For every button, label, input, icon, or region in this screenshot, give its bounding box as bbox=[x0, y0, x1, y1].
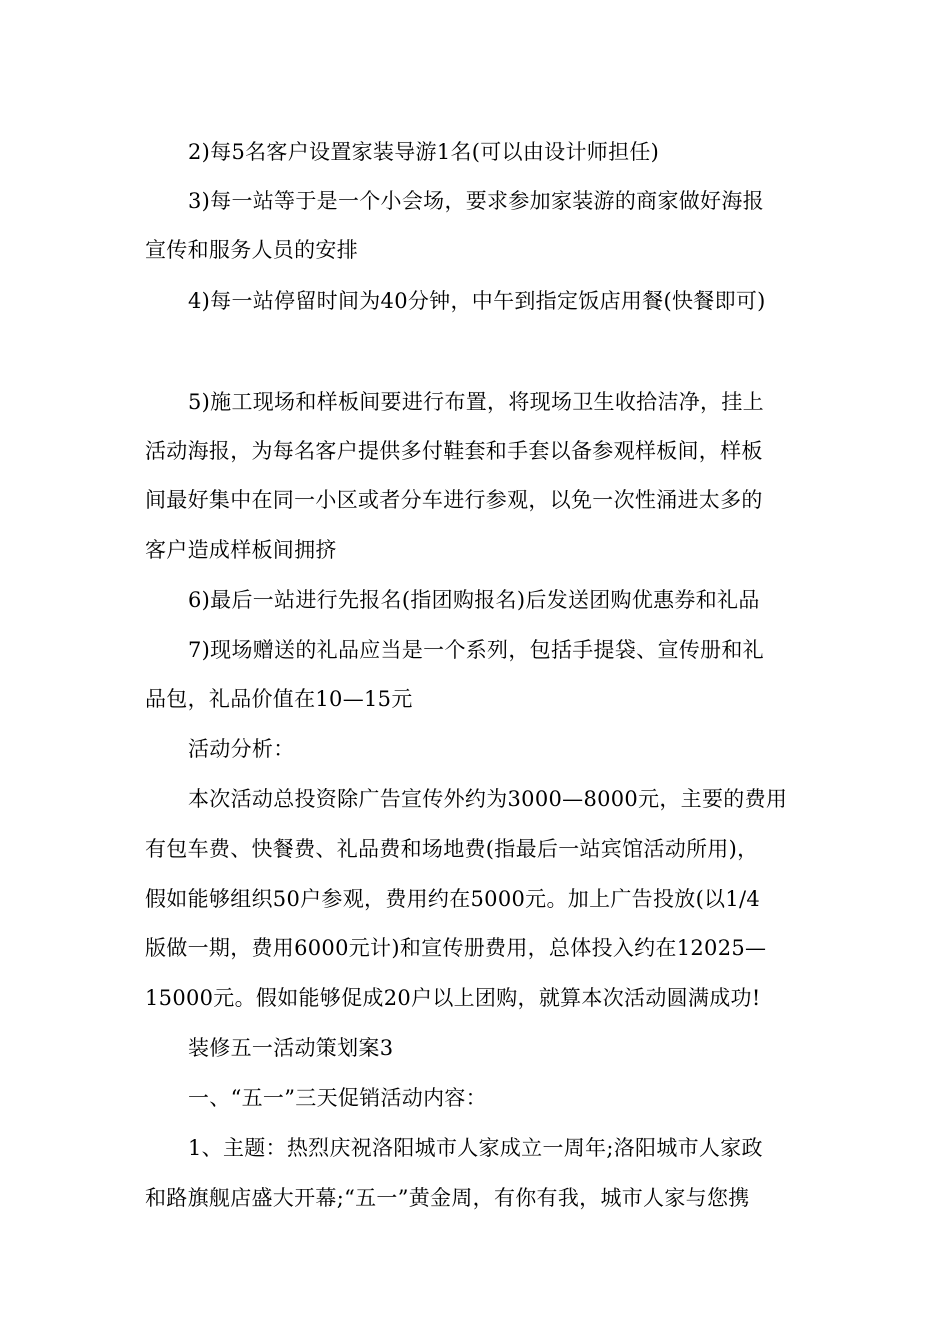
paragraph-analysis: 本次活动总投资除广告宣传外约为3000—8000元，主要的费用 bbox=[188, 787, 788, 811]
list-item-5-continued: 活动海报，为每名客户提供多付鞋套和手套以备参观样板间，样板 bbox=[145, 439, 763, 463]
list-item-3: 3)每一站等于是一个小会场，要求参加家装游的商家做好海报 bbox=[188, 189, 764, 213]
list-item-5: 5)施工现场和样板间要进行布置，将现场卫生收拾洁净，挂上 bbox=[188, 390, 764, 414]
paragraph-analysis-continued: 15000元。假如能够促成20户以上团购，就算本次活动圆满成功! bbox=[145, 986, 761, 1010]
list-item-7: 7)现场赠送的礼品应当是一个系列，包括手提袋、宣传册和礼 bbox=[188, 638, 764, 662]
list-item-4: 4)每一站停留时间为40分钟，中午到指定饭店用餐(快餐即可) bbox=[188, 289, 766, 313]
paragraph-theme: 1、主题：热烈庆祝洛阳城市人家成立一周年;洛阳城市人家政 bbox=[188, 1136, 763, 1160]
section-heading-promo-content: 一、“五一”三天促销活动内容： bbox=[188, 1086, 487, 1110]
list-item-5-continued: 间最好集中在同一小区或者分车进行参观，以免一次性涌进太多的 bbox=[145, 488, 763, 512]
paragraph-analysis-continued: 版做一期，费用6000元计)和宣传册费用，总体投入约在12025— bbox=[145, 936, 767, 960]
paragraph-analysis-continued: 假如能够组织50户参观，费用约在5000元。加上广告投放(以1/4 bbox=[145, 887, 761, 911]
paragraph-theme-continued: 和路旗舰店盛大开幕;“五一”黄金周，有你有我，城市人家与您携 bbox=[145, 1186, 750, 1210]
list-item-7-continued: 品包，礼品价值在10—15元 bbox=[145, 687, 413, 711]
paragraph-analysis-continued: 有包车费、快餐费、礼品费和场地费(指最后一站宾馆活动所用)， bbox=[145, 837, 759, 861]
section-title-plan-3: 装修五一活动策划案3 bbox=[188, 1036, 394, 1060]
list-item-2: 2)每5名客户设置家装导游1名(可以由设计师担任) bbox=[188, 140, 660, 164]
list-item-5-continued: 客户造成样板间拥挤 bbox=[145, 538, 337, 562]
list-item-3-continued: 宣传和服务人员的安排 bbox=[145, 238, 358, 262]
section-heading-analysis: 活动分析： bbox=[188, 737, 295, 761]
list-item-6: 6)最后一站进行先报名(指团购报名)后发送团购优惠券和礼品 bbox=[188, 588, 760, 612]
